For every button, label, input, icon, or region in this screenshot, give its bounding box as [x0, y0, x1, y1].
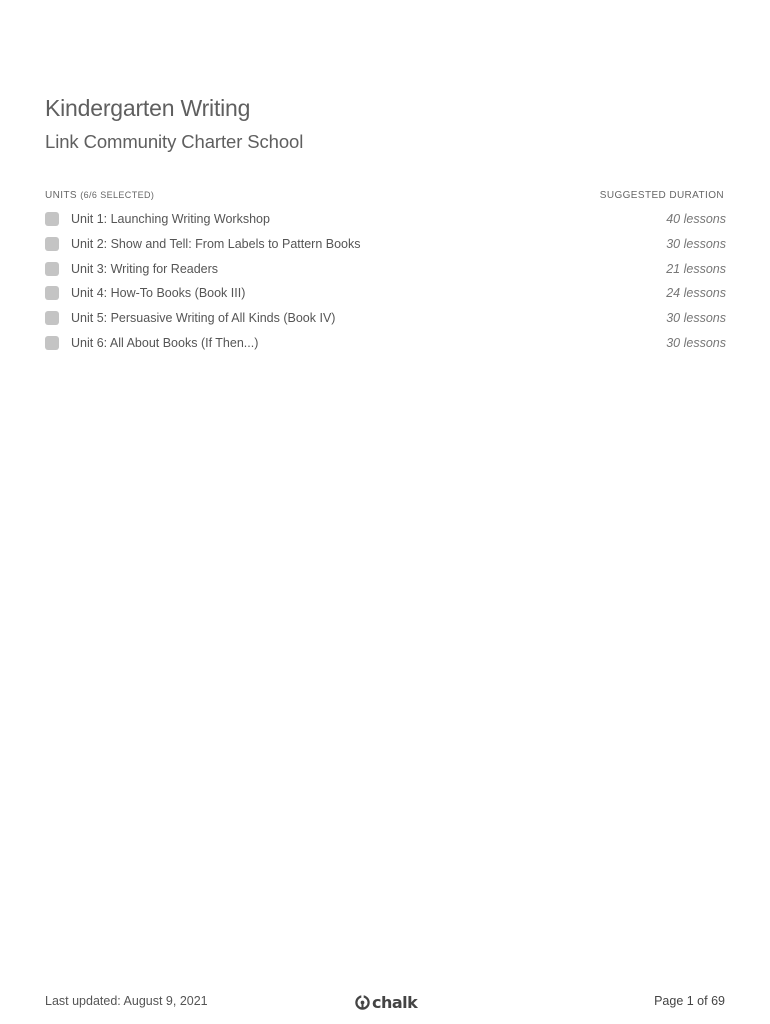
unit-checkbox[interactable] [45, 212, 59, 226]
unit-duration: 24 lessons [666, 286, 726, 301]
last-updated: Last updated: August 9, 2021 [45, 994, 208, 1008]
chalk-logo-text: chalk [372, 992, 418, 1012]
unit-row[interactable] [45, 233, 726, 258]
page-subtitle: Link Community Charter School [45, 131, 304, 152]
unit-duration: 21 lessons [666, 261, 726, 276]
unit-title: Unit 6: All About Books (If Then...) [71, 335, 259, 350]
unit-duration: 30 lessons [666, 335, 726, 350]
unit-list [45, 208, 726, 357]
unit-row[interactable] [45, 208, 726, 233]
unit-row[interactable] [45, 307, 726, 332]
units-header [45, 190, 725, 204]
unit-checkbox[interactable] [45, 262, 59, 276]
units-header-label: UNITS (6/6 SELECTED) [45, 190, 155, 201]
units-selection-count: (6/6 SELECTED) [80, 190, 155, 200]
unit-duration: 30 lessons [666, 236, 726, 251]
chalk-logo [354, 991, 417, 1013]
unit-checkbox[interactable] [45, 336, 59, 350]
chalk-logo-icon [354, 994, 371, 1011]
unit-duration: 30 lessons [666, 311, 726, 326]
unit-title: Unit 5: Persuasive Writing of All Kinds (Book IV) [71, 311, 336, 326]
unit-duration: 40 lessons [666, 212, 726, 226]
unit-row[interactable] [45, 258, 726, 283]
unit-checkbox[interactable] [45, 237, 59, 251]
unit-row[interactable] [45, 282, 726, 307]
page-number: Page 1 of 69 [654, 994, 725, 1008]
unit-title: Unit 4: How-To Books (Book III) [71, 286, 246, 301]
suggested-duration-header: SUGGESTED DURATION [599, 190, 724, 201]
unit-title: Unit 3: Writing for Readers [71, 261, 219, 276]
unit-title: Unit 2: Show and Tell: From Labels to Pattern Books [71, 236, 361, 251]
unit-row[interactable] [45, 332, 726, 357]
unit-checkbox[interactable] [45, 311, 59, 325]
unit-checkbox[interactable] [45, 286, 59, 300]
page-title: Kindergarten Writing [45, 95, 251, 121]
unit-title: Unit 1: Launching Writing Workshop [71, 212, 270, 226]
